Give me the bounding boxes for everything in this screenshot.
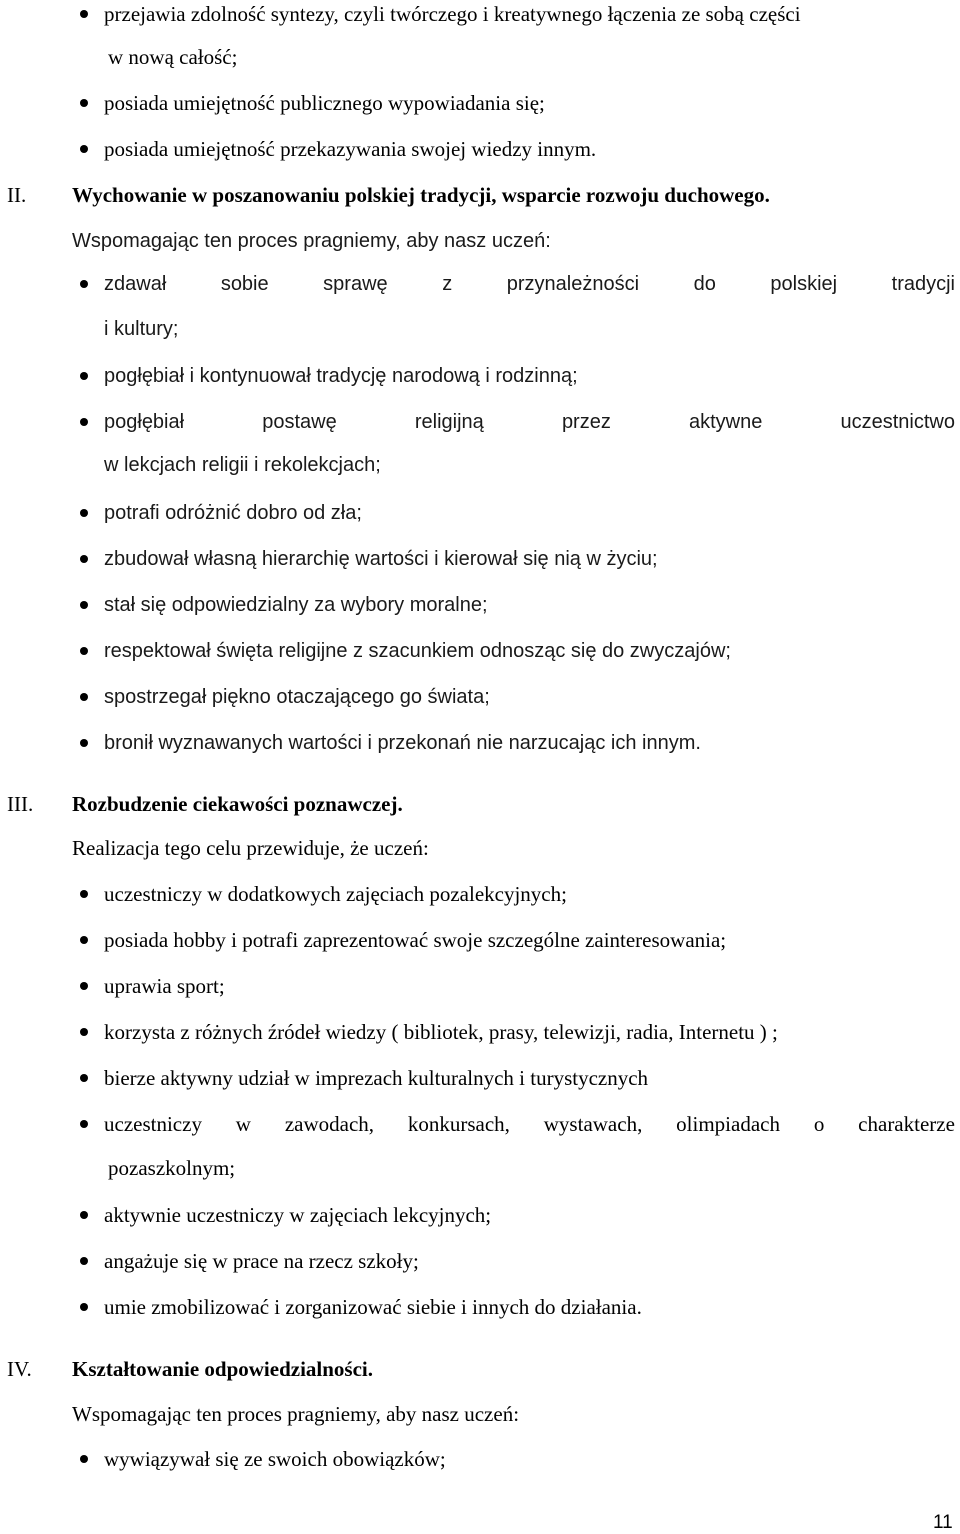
list-item-justified	[104, 1112, 955, 1136]
list-item: spostrzegał piękno otaczającego go świata;	[104, 686, 490, 708]
word: olimpiadach	[676, 1112, 780, 1136]
bullet-icon	[80, 739, 88, 747]
word: wystawach,	[543, 1112, 643, 1136]
section-number: IV.	[7, 1357, 32, 1381]
list-item: bronił wyznawanych wartości i przekonań nie narzucając ich innym.	[104, 732, 701, 754]
bullet-icon	[80, 601, 88, 609]
word: aktywne	[688, 411, 763, 433]
bullet-icon	[80, 372, 88, 380]
word: uczestnictwo	[840, 411, 955, 433]
list-item: posiada umiejętność przekazywania swojej wiedzy innym.	[104, 137, 597, 161]
word: zawodach,	[284, 1112, 375, 1136]
list-item: angażuje się w prace na rzecz szkoły;	[104, 1249, 419, 1273]
word: pogłębiał	[104, 411, 185, 433]
bullet-icon	[80, 1455, 88, 1463]
word: przynależności	[506, 273, 640, 295]
section-number: II.	[7, 183, 27, 207]
section-intro: Wspomagając ten proces pragniemy, aby nasz uczeń:	[72, 230, 551, 252]
word: o	[813, 1112, 825, 1136]
word: religijną	[414, 411, 484, 433]
list-item-continuation: w lekcjach religii i rekolekcjach;	[104, 454, 381, 476]
list-item-justified	[104, 410, 955, 434]
list-item-justified	[104, 272, 955, 296]
bullet-icon	[80, 145, 88, 153]
list-item-continuation: i kultury;	[104, 318, 179, 340]
bullet-icon	[80, 1120, 88, 1128]
word: w	[235, 1112, 251, 1136]
bullet-icon	[80, 647, 88, 655]
list-item-continuation: w nową całość;	[108, 45, 238, 69]
list-item: korzysta z różnych źródeł wiedzy ( bibliotek, prasy, telewizji, radia, Internetu ) ;	[104, 1020, 778, 1044]
bullet-icon	[80, 890, 88, 898]
bullet-icon	[80, 509, 88, 517]
bullet-icon	[80, 693, 88, 701]
bullet-icon	[80, 280, 88, 288]
word: zdawał	[104, 273, 167, 295]
section-intro: Wspomagając ten proces pragniemy, aby nasz uczeń:	[72, 1402, 520, 1426]
word: postawę	[262, 411, 337, 433]
section-number: III.	[7, 792, 34, 816]
section-heading: Rozbudzenie ciekawości poznawczej.	[72, 792, 403, 816]
bullet-icon	[80, 936, 88, 944]
word: polskiej	[770, 273, 838, 295]
word: tradycji	[891, 273, 955, 295]
bullet-icon	[80, 1257, 88, 1265]
bullet-icon	[80, 418, 88, 426]
list-item: potrafi odróżnić dobro od zła;	[104, 502, 362, 524]
bullet-icon	[80, 99, 88, 107]
bullet-icon	[80, 1303, 88, 1311]
list-item: stał się odpowiedzialny za wybory moralne;	[104, 594, 488, 616]
list-item: uprawia sport;	[104, 974, 225, 998]
list-item: wywiązywał się ze swoich obowiązków;	[104, 1447, 446, 1471]
list-item: uczestniczy w dodatkowych zajęciach pozalekcyjnych;	[104, 882, 567, 906]
word: charakterze	[858, 1112, 955, 1136]
word: uczestniczy	[104, 1112, 202, 1136]
bullet-icon	[80, 1211, 88, 1219]
bullet-icon	[80, 982, 88, 990]
section-heading: Wychowanie w poszanowaniu polskiej tradycji, wsparcie rozwoju duchowego.	[72, 183, 770, 207]
list-item: pogłębiał i kontynuował tradycję narodową i rodzinną;	[104, 365, 578, 387]
word: do	[693, 273, 716, 295]
bullet-icon	[80, 10, 88, 18]
word: sobie	[220, 273, 269, 295]
list-item: posiada umiejętność publicznego wypowiadania się;	[104, 91, 545, 115]
bullet-icon	[80, 1074, 88, 1082]
list-item: respektował święta religijne z szacunkiem odnosząc się do zwyczajów;	[104, 640, 731, 662]
word: konkursach,	[407, 1112, 510, 1136]
list-item: umie zmobilizować i zorganizować siebie i innych do działania.	[104, 1295, 642, 1319]
page-number: 11	[933, 1512, 953, 1533]
word: sprawę	[323, 273, 388, 295]
bullet-icon	[80, 555, 88, 563]
list-item: zbudował własną hierarchię wartości i kierował się nią w życiu;	[104, 548, 658, 570]
list-item: posiada hobby i potrafi zaprezentować swoje szczególne zainteresowania;	[104, 928, 727, 952]
word: przez	[561, 411, 611, 433]
section-intro: Realizacja tego celu przewiduje, że uczeń:	[72, 836, 429, 860]
bullet-icon	[80, 1028, 88, 1036]
section-heading: Kształtowanie odpowiedzialności.	[72, 1357, 374, 1381]
list-item: bierze aktywny udział w imprezach kulturalnych i turystycznych	[104, 1066, 649, 1090]
list-item: przejawia zdolność syntezy, czyli twórczego i kreatywnego łączenia ze sobą części	[104, 2, 801, 26]
list-item-continuation: pozaszkolnym;	[108, 1156, 236, 1180]
word: z	[442, 273, 453, 295]
list-item: aktywnie uczestniczy w zajęciach lekcyjnych;	[104, 1203, 492, 1227]
